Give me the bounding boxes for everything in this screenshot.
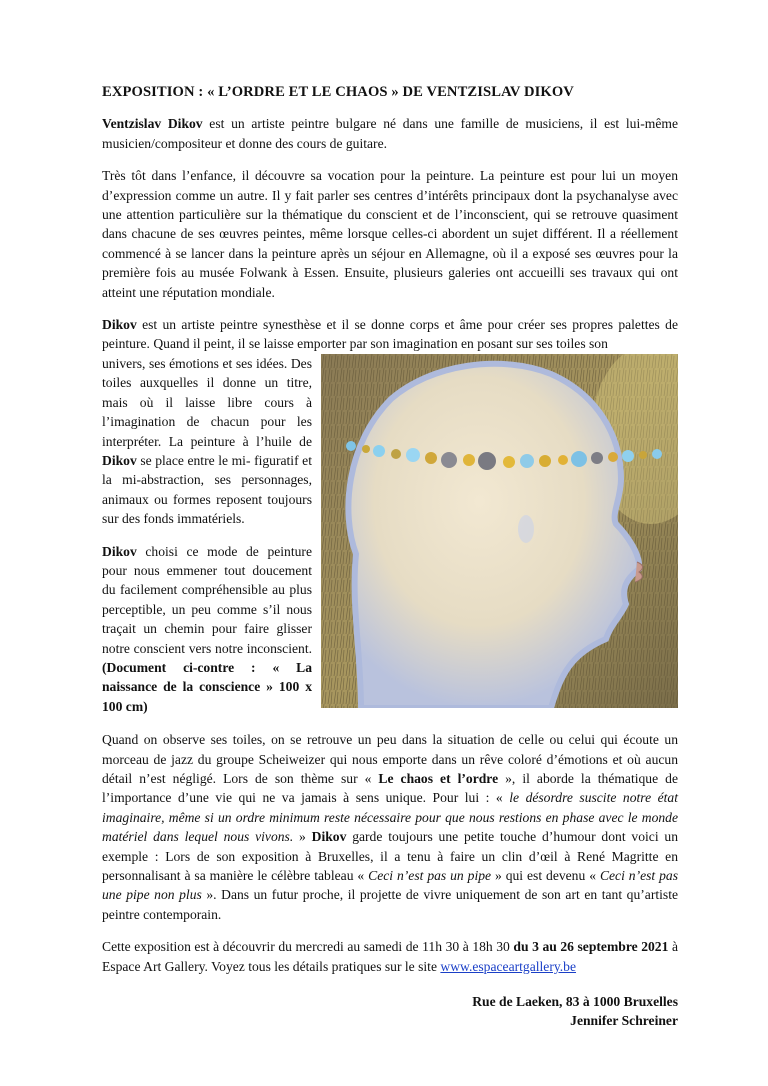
paragraph-text: se place entre le mi- figuratif et la mi-abstraction, ses personnages, animaux ou formes reposent toujours sur des fonds immatériels. xyxy=(102,452,312,527)
gallery-website-link[interactable]: www.espaceartgallery.be xyxy=(440,958,577,974)
paragraph-approach xyxy=(102,542,312,717)
artist-name: Ventzislav Dikov xyxy=(102,116,203,132)
paragraph-synesthesia xyxy=(102,354,312,529)
paragraph-text: garde toujours une petite touche d’humour dont voici un exemple : Lors de son exposition à Bruxelles, il a tenu à faire un clin d’œil à René Magritte en personnalisant à sa manière le célèbre tableau « xyxy=(102,829,678,884)
gallery-address: Rue de Laeken, 83 à 1000 Bruxelles xyxy=(472,994,678,1010)
paragraph-text: est un artiste peintre bulgare né dans une famille de musiciens, il est lui-même musicien/compositeur et donne des cours de guitare. xyxy=(102,116,678,151)
paragraph-text: » xyxy=(293,829,312,845)
paragraph-synesthesia-lead xyxy=(102,315,678,354)
painting-image xyxy=(321,354,678,708)
text-column xyxy=(102,354,312,716)
article xyxy=(102,83,678,1030)
paragraph-text: Cette exposition est à découvrir du mercredi au samedi de 11h 30 à 18h 30 xyxy=(102,939,514,955)
paragraph-exhibition-info xyxy=(102,937,678,976)
artist-name: Dikov xyxy=(102,543,137,559)
signature-block xyxy=(102,992,678,1030)
exhibition-dates: du 3 au 26 septembre 2021 xyxy=(513,939,669,955)
paragraph-text: à Espace Art Gallery. Voyez tous les détails pratiques sur le site xyxy=(102,939,678,974)
artist-name: Dikov xyxy=(102,317,137,333)
article-title: EXPOSITION : « L’ORDRE ET LE CHAOS » DE VENTZISLAV DIKOV xyxy=(102,84,574,100)
artist-name: Dikov xyxy=(102,452,137,468)
paragraph-text: univers, ses émotions et ses idées. Des toiles auxquelles il donne un titre, mais où il laisse libre cours à l’imagination de chacun pour les interpréter. La peinture à l’huile de xyxy=(102,355,312,449)
paragraph-jazz xyxy=(102,730,678,924)
paragraph-text: est un artiste peintre synesthèse et il se donne corps et âme pour créer ses propres palettes de peinture. Quand il peint, il se laisse emporter par son imagination en posant sur ses toiles son xyxy=(102,317,678,352)
painting-title-magritte: Ceci n’est pas un pipe xyxy=(368,868,492,884)
theme-title: Le chaos et l’ordre xyxy=(378,771,499,786)
painting-section xyxy=(102,354,678,716)
author-name: Jennifer Schreiner xyxy=(570,1013,678,1029)
painting-caption: (Document ci-contre : « La naissance de la conscience » 100 x 100 cm) xyxy=(102,659,312,714)
paragraph-intro xyxy=(102,114,678,153)
artist-quote: le désordre suscite notre état imaginaire, même si un ordre minimum reste nécessaire pour que nous restions en phase avec le monde matériel dans lequel nous vivons. xyxy=(102,790,679,845)
artist-name: Dikov xyxy=(311,829,347,845)
paragraph-text: » qui est devenu « xyxy=(491,868,600,884)
paragraph-childhood: Très tôt dans l’enfance, il découvre sa vocation pour la peinture. La peinture est pour lui un moyen d’expression comme un autre. Il y fait parler ses centres d’intérêts principaux dont la psychanalyse avec une attention particulière sur la thématique du conscient et de l’inconscient, qui se retrouve quasiment dans chacune de ses œuvres peintes, même lorsque celles-ci abordent un sujet différent. Il a réellement commencé à se lancer dans la peinture après un séjour en Allemagne, où il a exposé ses œuvres pour la première fois au musée Folwank à Essen. Ensuite, plusieurs galeries ont accueilli ses travaux qui ont atteint une réputation mondiale. xyxy=(102,168,678,300)
painting-title-dikov: Ceci n’est pas une pipe non plus xyxy=(102,868,679,903)
paragraph-text: choisi ce mode de peinture pour nous emmener tout doucement du facilement compréhensible au plus perceptible, un peu comme s’il nous traçait un chemin pour faire glisser notre conscient vers notre inconscient. xyxy=(102,543,312,656)
paragraph-text: », il aborde la thématique de l’importance d’une vie qui ne va jamais à sens unique. Pour lui : « xyxy=(102,771,678,806)
paragraph-text: ». Dans un futur proche, il projette de vivre uniquement de son art en tant qu’artiste peintre contemporain. xyxy=(102,887,679,922)
paragraph-text: Quand on observe ses toiles, on se retrouve un peu dans la situation de celle ou celui qui écoute un morceau de jazz du groupe Scheiweizer qui nous emporte dans un rêve coloré d’émotions et où aucun détail n’est négligé. Lors de son thème sur « xyxy=(102,732,678,786)
